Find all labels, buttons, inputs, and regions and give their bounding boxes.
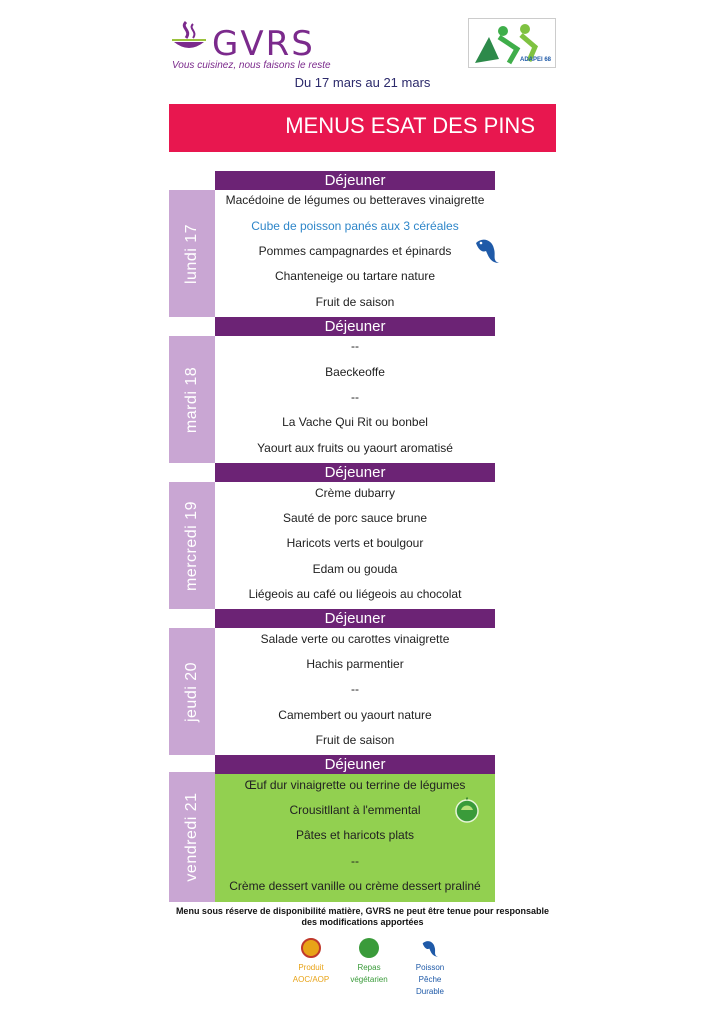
menu-item: Camembert ou yaourt nature (278, 708, 432, 722)
menu-item: Crème dubarry (314, 486, 396, 500)
title-banner (169, 104, 556, 152)
menu-item: Crème dessert vanille ou crème dessert praliné (229, 879, 481, 893)
menu-item: -- (351, 682, 359, 696)
fish-icon (472, 235, 502, 265)
menu-item: Crousitllant à l'emmental (289, 803, 421, 817)
meal-header: Déjeuner (215, 609, 495, 628)
menu-item: La Vache Qui Rit ou bonbel (282, 415, 428, 429)
day-label: mardi 18 (183, 366, 200, 433)
vegetarian-icon (452, 795, 482, 823)
menu-item: Edam ou gouda (312, 562, 398, 576)
menu-item: Pommes campagnardes et épinards (258, 244, 452, 258)
menu-item: Hachis parmentier (306, 657, 404, 671)
day-label: jeudi 20 (183, 661, 200, 722)
legend-label: AOC/AOP (292, 975, 330, 984)
legend-label: Repas (357, 963, 381, 972)
brand-name: GVRS (212, 24, 315, 64)
menu-item: -- (351, 854, 359, 868)
day-tab-lundi (169, 190, 215, 317)
partner-text: ADAPEI 68 (519, 57, 551, 63)
legend-label: végétarien (350, 975, 388, 984)
menu-item: Cube de poisson panés aux 3 céréales (251, 219, 459, 233)
partner-logo (468, 18, 556, 68)
menu-item: -- (351, 390, 359, 404)
legend-fish (400, 938, 460, 998)
day-tab-jeudi (169, 628, 215, 755)
legend-label: Poisson (415, 963, 445, 972)
aoc-icon (301, 938, 321, 958)
day-label: vendredi 21 (183, 792, 200, 882)
meal-header: Déjeuner (215, 755, 495, 774)
legend-label: Pêche (418, 975, 442, 984)
day-tab-vendredi (169, 772, 215, 902)
menu-item: Pâtes et haricots plats (295, 828, 415, 842)
menu-item: Chanteneige ou tartare nature (274, 269, 436, 283)
meal-header: Déjeuner (215, 317, 495, 336)
vegetarian-legend-icon (359, 938, 379, 958)
menu-item: -- (351, 339, 359, 353)
gvrs-logo (170, 18, 350, 73)
menu-item: Baeckeoffe (325, 365, 385, 379)
legend-vegetarian (339, 938, 399, 986)
menu-item: Fruit de saison (315, 295, 395, 309)
menu-item: Sauté de porc sauce brune (282, 511, 428, 525)
brand-tagline: Vous cuisinez, nous faisons le reste (172, 60, 331, 71)
legend-aoc (281, 938, 341, 986)
day-label: mercredi 19 (183, 500, 200, 591)
date-range: Du 17 mars au 21 mars (294, 75, 431, 90)
menu-item: Fruit de saison (315, 733, 395, 747)
menu-item: Liégeois au café ou liégeois au chocolat (248, 587, 462, 601)
meal-header: Déjeuner (215, 171, 495, 190)
meal-header: Déjeuner (215, 463, 495, 482)
fish-legend-icon (420, 938, 440, 958)
steam-pot-icon (170, 18, 208, 58)
menu-item: Yaourt aux fruits ou yaourt aromatisé (257, 441, 453, 455)
menu-item: Macédoine de légumes ou betteraves vinaigrette (225, 193, 485, 207)
day-tab-mercredi (169, 482, 215, 609)
legend-label: Durable (415, 987, 444, 996)
menu-item: Haricots verts et boulgour (286, 536, 424, 550)
disclaimer (0, 906, 725, 928)
menu-item: Œuf dur vinaigrette ou terrine de légumes (244, 778, 466, 792)
day-label: lundi 17 (183, 223, 200, 284)
menu-item: Salade verte ou carottes vinaigrette (260, 632, 450, 646)
disclaimer-line-1: Menu sous réserve de disponibilité matière, GVRS ne peut être tenue pour responsable (175, 906, 550, 916)
menu-title: MENUS ESAT DES PINS (285, 113, 535, 138)
day-tab-mardi (169, 336, 215, 463)
legend-label: Produit (298, 963, 324, 972)
disclaimer-line-2: des modifications apportées (301, 917, 424, 927)
